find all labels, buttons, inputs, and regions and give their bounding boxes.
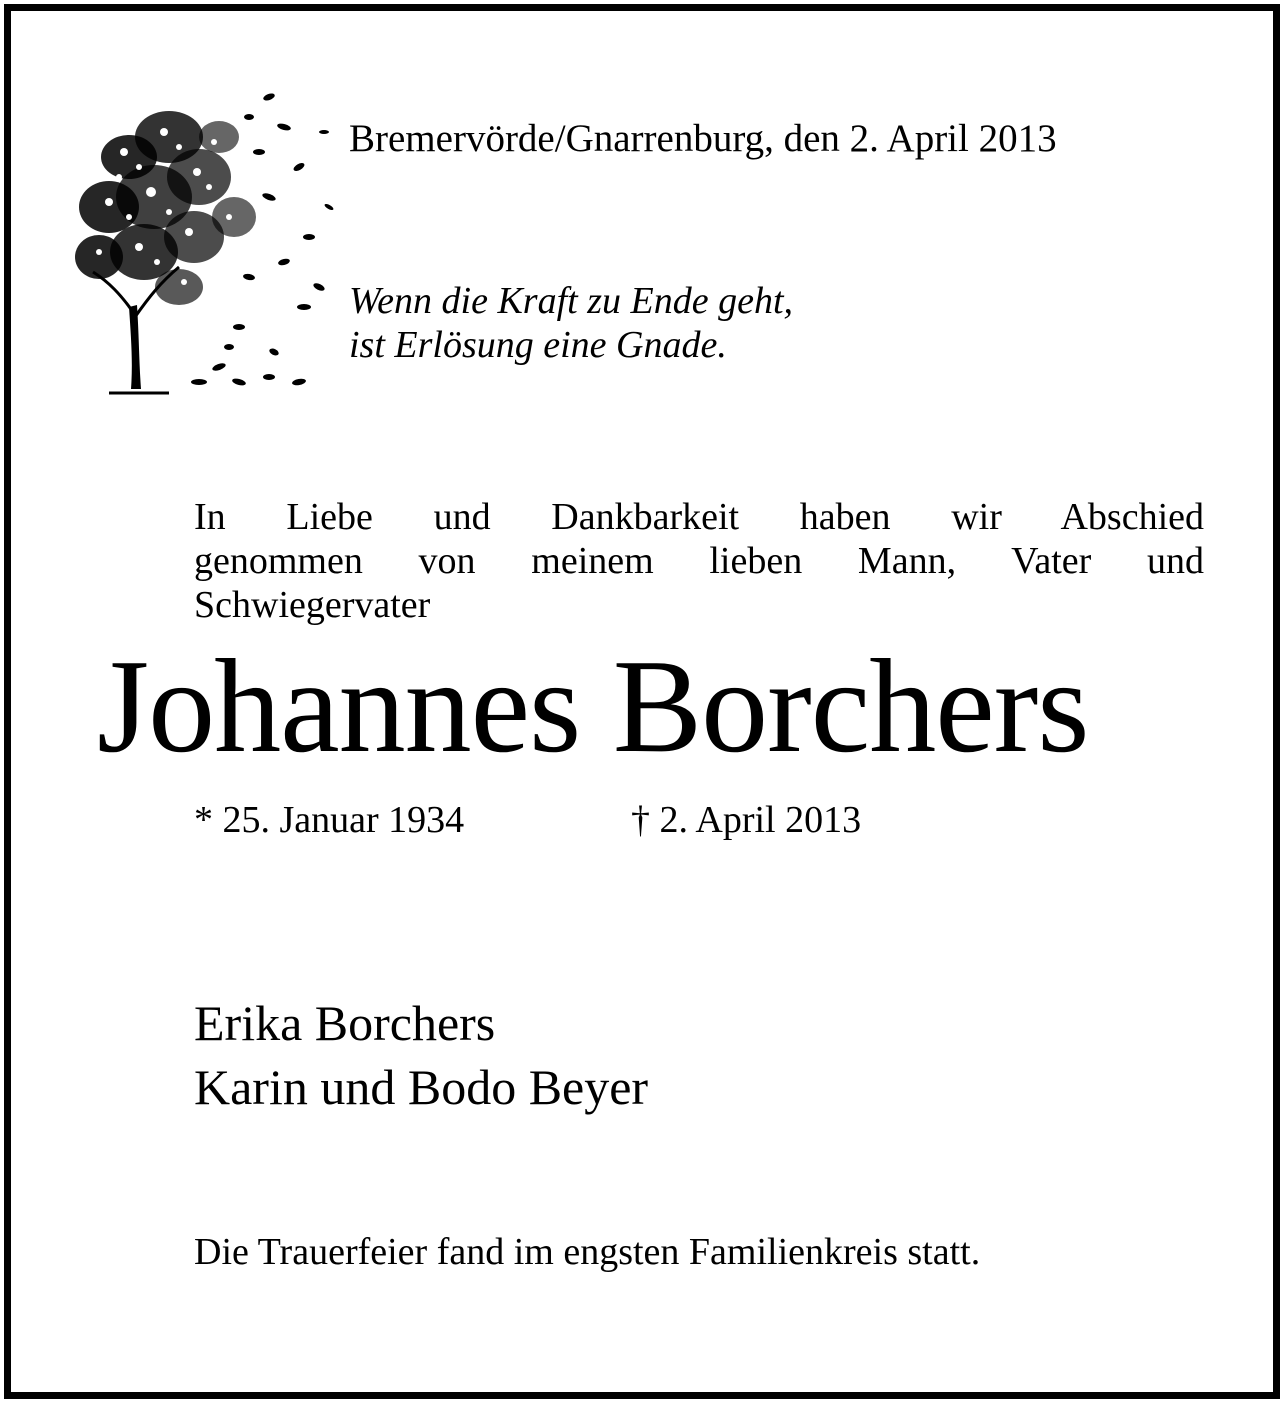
- mourner-name: Karin und Bodo Beyer: [194, 1059, 649, 1115]
- intro-text: [194, 495, 1204, 627]
- motto: [349, 279, 793, 367]
- intro-line: Schwiegervater: [194, 584, 431, 626]
- mourner-name: Erika Borchers: [194, 995, 496, 1051]
- windblown-tree-icon: [69, 77, 339, 407]
- motto-line: ist Erlösung eine Gnade.: [349, 324, 727, 366]
- birth-date: * 25. Januar 1934: [194, 799, 465, 841]
- place-date-line: Bremervörde/Gnarrenburg, den 2. April 2013: [349, 117, 1057, 160]
- motto-line: Wenn die Kraft zu Ende geht,: [349, 280, 793, 322]
- ceremony-note: Die Trauerfeier fand im engsten Familienkreis statt.: [194, 1231, 981, 1273]
- mourners: [194, 991, 648, 1119]
- death-date: † 2. April 2013: [631, 799, 862, 841]
- deceased-name: Johannes Borchers: [97, 632, 1089, 780]
- obituary-frame: [4, 4, 1280, 1399]
- intro-line: genommen von meinem lieben Mann, Vater und: [194, 540, 1204, 582]
- intro-line: In Liebe und Dankbarkeit haben wir Abschied: [194, 496, 1204, 538]
